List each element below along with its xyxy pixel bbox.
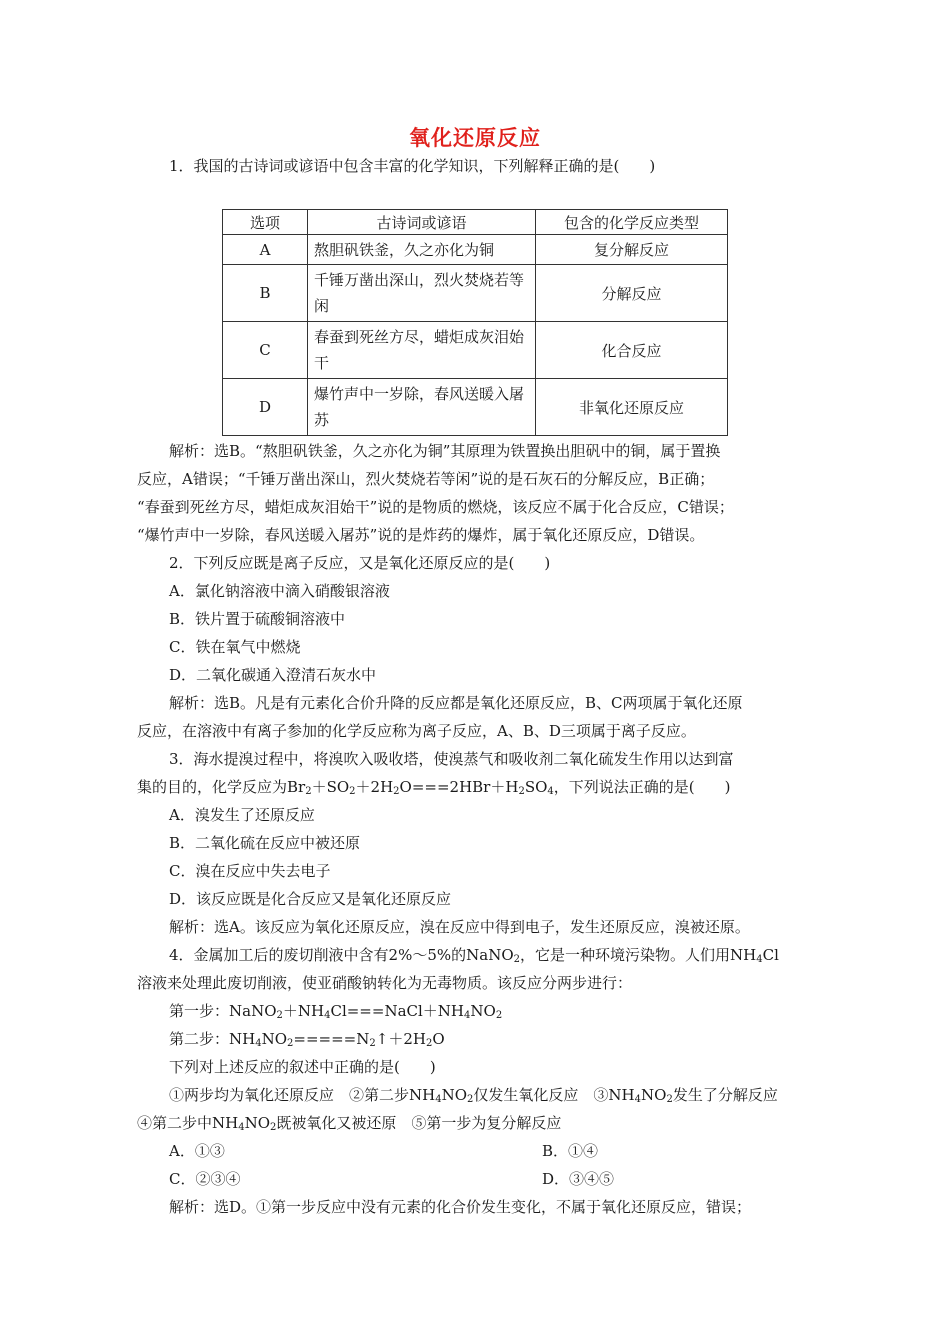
page-title: 氧化还原反应 xyxy=(409,126,541,150)
q4-option: D．③④⑤ xyxy=(542,1170,615,1188)
table-cell-poem: 爆竹声中一岁除，春风送暖入屠苏 xyxy=(308,379,536,436)
q3-option: A．溴发生了还原反应 xyxy=(169,806,315,824)
table-cell-type: 非氧化还原反应 xyxy=(536,379,728,436)
q2-option: C．铁在氧气中燃烧 xyxy=(169,638,301,656)
q2-option: D．二氧化碳通入澄清石灰水中 xyxy=(169,666,377,684)
table-header: 包含的化学反应类型 xyxy=(536,210,728,235)
q3-option: D．该反应既是化合反应又是氧化还原反应 xyxy=(169,890,452,908)
q1-analysis-line: “爆竹声中一岁除，春风送暖入屠苏”说的是炸药的爆炸，属于氧化还原反应，D错误。 xyxy=(137,526,705,544)
q4-stem-line: 溶液来处理此废切削液，使亚硝酸钠转化为无毒物质。该反应分两步进行： xyxy=(137,974,633,992)
table-cell-option: B xyxy=(223,265,308,322)
table-row xyxy=(223,379,728,436)
q4-stem-line: 4．金属加工后的废切削液中含有2%～5%的NaNO$_2$，它是一种环境污染物。人们用$NH_4Cl$ xyxy=(169,946,779,965)
table-cell-option: C xyxy=(223,322,308,379)
table-cell-option: A xyxy=(223,235,308,265)
q1-analysis-line: 解析：选B。“熬胆矾铁釜，久之亦化为铜”其原理为铁置换出胆矾中的铜，属于置换 xyxy=(169,442,721,460)
q4-option: C．②③④ xyxy=(169,1170,241,1188)
table-cell-type: 复分解反应 xyxy=(536,235,728,265)
table-row xyxy=(223,322,728,379)
q2-analysis-line: 解析：选B。凡是有元素化合价升降的反应都是氧化还原反应，B、C两项属于氧化还原 xyxy=(169,694,743,712)
table-cell-poem: 春蚕到死丝方尽，蜡炬成灰泪始干 xyxy=(308,322,536,379)
q1-stem: 1．我国的古诗词或谚语中包含丰富的化学知识，下列解释正确的是( ) xyxy=(169,157,656,175)
q2-analysis-line: 反应，在溶液中有离子参加的化学反应称为离子反应，A、B、D三项属于离子反应。 xyxy=(137,722,696,740)
q4-step1: 第一步：$NaNO_2+NH_4Cl===NaCl+NH_4NO_2$ xyxy=(169,1002,503,1021)
table-header: 古诗词或谚语 xyxy=(308,210,536,235)
q4-items-line: ①两步均为氧化还原反应 ②第二步$NH_4NO_2$仅发生氧化反应 $③NH_4NO_2$发生了分解反应 xyxy=(169,1086,778,1105)
q4-step2: 第二步：$NH_4NO_2=====N_2↑+2H_2O$ xyxy=(169,1030,445,1049)
q1-table xyxy=(222,209,728,436)
q4-analysis: 解析：选D。①第一步反应中没有元素的化合价发生变化，不属于氧化还原反应，错误； xyxy=(169,1198,752,1216)
q3-option: C．溴在反应中失去电子 xyxy=(169,862,331,880)
table-row xyxy=(223,235,728,265)
q4-question: 下列对上述反应的叙述中正确的是( ) xyxy=(169,1058,436,1076)
table-cell-poem: 熬胆矾铁釜，久之亦化为铜 xyxy=(308,235,536,265)
q4-items-line: ④第二步中$NH_4NO_2$既被氧化又被还原 ⑤第一步为复分解反应 xyxy=(137,1114,562,1133)
q3-analysis: 解析：选A。该反应为氧化还原反应，溴在反应中得到电子，发生还原反应，溴被还原。 xyxy=(169,918,750,936)
q4-option: A．①③ xyxy=(169,1142,225,1160)
q1-analysis-line: 反应，A错误；“千锤万凿出深山，烈火焚烧若等闲”说的是石灰石的分解反应，B正确； xyxy=(137,470,715,488)
q4-option: B．①④ xyxy=(542,1142,599,1160)
table-cell-type: 化合反应 xyxy=(536,322,728,379)
q2-option: B．铁片置于硫酸铜溶液中 xyxy=(169,610,346,628)
table-header: 选项 xyxy=(223,210,308,235)
q3-stem-line: 3．海水提溴过程中，将溴吹入吸收塔，使溴蒸气和吸收剂二氧化硫发生作用以达到富 xyxy=(169,750,734,768)
table-row xyxy=(223,265,728,322)
q3-option: B．二氧化硫在反应中被还原 xyxy=(169,834,361,852)
table-cell-poem: 千锤万凿出深山，烈火焚烧若等闲 xyxy=(308,265,536,322)
table-cell-type: 分解反应 xyxy=(536,265,728,322)
q1-analysis-line: “春蚕到死丝方尽，蜡炬成灰泪始干”说的是物质的燃烧，该反应不属于化合反应，C错误； xyxy=(137,498,734,516)
q2-stem: 2．下列反应既是离子反应，又是氧化还原反应的是( ) xyxy=(169,554,551,572)
q3-stem-line: 集的目的，化学反应为$Br_2+SO_2+2H_2O===2HBr+H_2SO_4$，下列说法正确的是( ) xyxy=(137,778,731,797)
q2-option: A．氯化钠溶液中滴入硝酸银溶液 xyxy=(169,582,390,600)
table-cell-option: D xyxy=(223,379,308,436)
